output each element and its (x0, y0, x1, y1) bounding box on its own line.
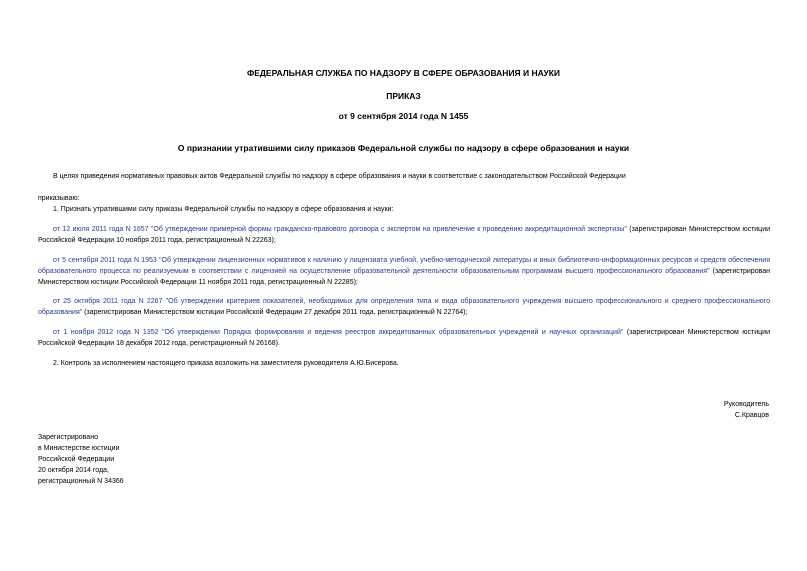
order-link[interactable]: от 1 ноября 2012 года N 1352 "Об утверждении Порядка формирования и ведения реестров аккредитованных образовательных учреждений и научных организаций" (53, 329, 624, 336)
order-link[interactable]: от 25 октября 2011 года N 2267 "Об утверждении критериев показателей, необходимых для определения типа и вида образовательного учреждения высшего профессионального и среднего профессионального образования" (38, 298, 770, 316)
signature-role: Руководитель (723, 401, 769, 408)
registration-line: Зарегистрировано (38, 434, 98, 441)
order-registration: (зарегистрирован Министерством юстиции Российской Федерации 18 декабря 2012 года, регистрационный N 26168). (38, 329, 770, 347)
order-registration: (зарегистрирован Министерством юстиции Российской Федерации 10 ноября 2011 года, регистрационный N 22263); (38, 226, 771, 244)
order-link[interactable]: от 12 июля 2011 года N 1657 "Об утверждении примерной формы гражданско-правового договора с экспертом на привлечение к проведению аккредитационной экспертизы" (53, 226, 627, 233)
agency-heading: ФЕДЕРАЛЬНАЯ СЛУЖБА ПО НАДЗОРУ В СФЕРЕ ОБРАЗОВАНИЯ И НАУКИ (246, 68, 561, 78)
order-entry (38, 255, 770, 288)
order-entry (38, 224, 770, 246)
order-registration: (зарегистрирован Министерством юстиции Российской Федерации 11 ноября 2011 года, регистрационный N 22285); (38, 268, 770, 286)
intro-paragraph: В целях приведения нормативных правовых актов Федеральной службы по надзору в сфере образования и науки в соответствие с законодательством Российской Федерации (53, 173, 626, 180)
order-link[interactable]: от 5 сентября 2011 года N 1953 "Об утверждении лицензионных нормативов к наличию у лицензиата учебной, учебно-методической литературы и иных библиотечно-информационных ресурсов и средств обеспечения образовательного процесса по реализуемым в соответствии с лицензией на осуществление образовательной деятельности образовательным программам высшего профессионального образования" (38, 257, 770, 275)
registration-line: Российской Федерации (38, 456, 115, 463)
signature-name: С.Кравцов (734, 412, 769, 419)
document-date-number: от 9 сентября 2014 года N 1455 (338, 111, 469, 121)
item-1: 1. Признать утратившими силу приказы Федеральной службы по надзору в сфере образования и науки: (53, 206, 394, 213)
order-word: приказываю: (38, 195, 80, 202)
order-entry (38, 327, 770, 349)
order-entry (38, 296, 770, 318)
registration-line: в Министерстве юстиции (38, 445, 120, 452)
order-registration: (зарегистрирован Министерством юстиции Российской Федерации 27 декабря 2011 года, регистрационный N 22764); (82, 309, 468, 316)
registration-line: регистрационный N 34366 (38, 478, 124, 485)
item-2: 2. Контроль за исполнением настоящего приказа возложить на заместителя руководителя А.Ю.Бисерова. (53, 360, 399, 367)
document-title: О признании утратившими силу приказов Федеральной службы по надзору в сфере образования и науки (177, 143, 630, 153)
registration-block (38, 432, 124, 487)
registration-line: 20 октября 2014 года, (38, 467, 109, 474)
document-type: ПРИКАЗ (386, 91, 421, 101)
